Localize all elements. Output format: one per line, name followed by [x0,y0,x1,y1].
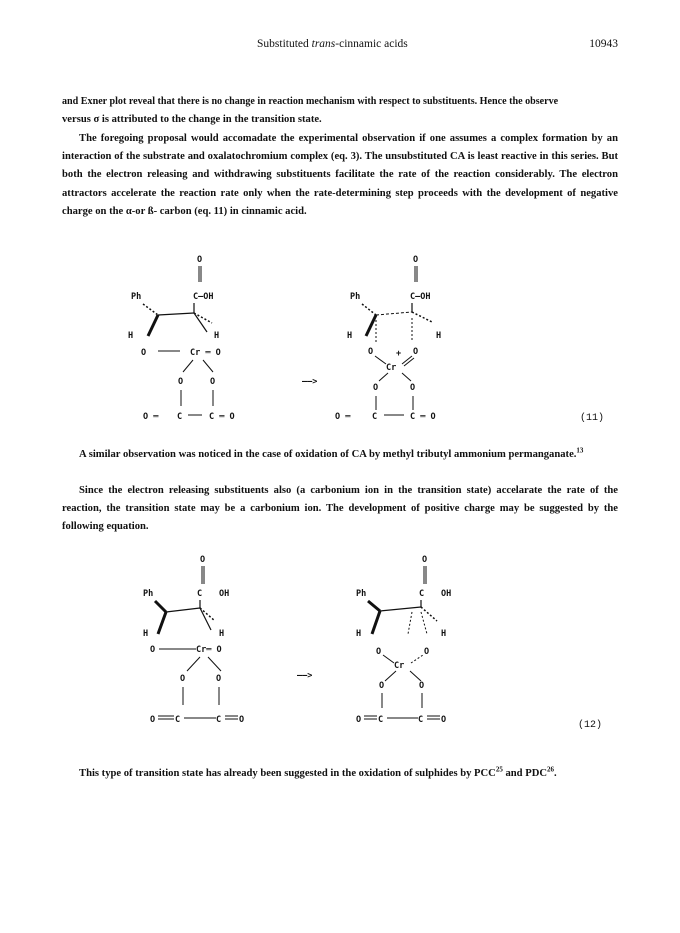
scheme-11-transition-state [335,255,441,422]
paragraph-1 [62,93,618,129]
atom-o: O [424,647,430,657]
running-title: Substituted trans-cinnamic acids [257,38,408,50]
atom-h: H [219,629,225,639]
atom-ph: Ph [131,292,142,302]
atom-o: O [180,674,186,684]
atom-cr-eq-o: Cr ═ O [190,348,221,358]
atom-oh: OH [219,589,230,599]
paragraph-2-text: The foregoing proposal would accomadate the experimental observation if one assumes a complex formation by an interaction of the substrate and oxalatochromium complex (eq. 3). The unsubstituted CA is least reactive in this series. But both the electron releasing and withdrawing substituents facilitate the rate of the reaction considerably. The electron attractors accelerate the reaction rate only when the rate-determining step proceeds with the development of negative charge on the α-or ß- carbon (eq. 11) in cinnamic acid. [62,133,618,217]
atom-h: H [356,629,362,639]
atom-h: H [436,331,442,341]
atom-o: O [200,555,206,565]
paragraph-3-text: A similar observation was noticed in the case of oxidation of CA by methyl tributyl ammonium permanganate.$^{13}$ [79,446,584,460]
atom-cr: Cr [394,661,405,671]
atom-o: O [210,377,216,387]
atom-c-oh: C—OH [193,292,214,302]
equation-label-11: (11) [580,413,605,424]
atom-c-eq-o: C ═ O [209,412,235,422]
atom-o: O [150,645,156,655]
atom-o: O [150,715,156,725]
atom-ph: Ph [356,589,367,599]
atom-o: O [422,555,428,565]
atom-h: H [347,331,353,341]
atom-c: C [419,589,425,599]
reference-13: 13 [576,446,584,455]
atom-c: C [418,715,424,725]
reference-25: 25 [495,765,503,774]
paragraph-5 [62,765,618,783]
atom-o: O [441,715,447,725]
atom-o: O [373,383,379,393]
atom-o: O [419,681,425,691]
atom-h: H [441,629,447,639]
charge-plus: + [396,349,402,359]
atom-cr: Cr [386,363,397,373]
atom-o: O [376,647,382,657]
paragraph-5-text: This type of transition state has already been suggested in the oxidation of sulphides by PCC$^{25}$ and PDC$^{26}$. [79,765,557,779]
atom-c: C [216,715,222,725]
atom-o: O [413,255,419,265]
atom-o: O [368,347,374,357]
atom-o-eq: O ═ [143,412,159,422]
paragraph-4-text: Since the electron releasing substituents also (a carbonium ion in the transition state) accelarate the rate of the reaction, the transition state may be a carbonium ion. The development of positive charge may be suggested by the following equation. [62,485,618,533]
reaction-scheme-12 [0,550,680,740]
reaction-arrow: ——> [297,671,313,681]
atom-cr-eq-o: Cr═ O [196,645,222,655]
atom-o: O [356,715,362,725]
reaction-arrow: ——> [302,377,318,387]
paragraph-3 [62,446,618,464]
atom-o: O [413,347,419,357]
atom-c: C [372,412,378,422]
atom-c: C [175,715,181,725]
scheme-11-reactant [128,255,235,422]
atom-o-eq: O ═ [335,412,351,422]
atom-o: O [178,377,184,387]
atom-o: O [216,674,222,684]
atom-o: O [379,681,385,691]
page-number: 10943 [589,38,618,50]
paragraph-1-line-1: and Exner plot reveal that there is no change in reaction mechanism with respect to substituents. Hence the observe [62,96,559,107]
scheme-12-transition-state [356,555,451,725]
atom-ph: Ph [350,292,361,302]
atom-ph: Ph [143,589,154,599]
atom-oh: OH [441,589,452,599]
atom-c: C [177,412,183,422]
atom-c: C [197,589,203,599]
paragraph-2 [62,130,618,221]
reaction-scheme-11 [0,250,680,430]
atom-o: O [141,348,147,358]
equation-label-12: (12) [578,720,603,731]
atom-o: O [197,255,203,265]
reference-26: 26 [547,765,554,774]
atom-h: H [214,331,220,341]
atom-o: O [239,715,245,725]
atom-h: H [143,629,149,639]
paragraph-1-line-2: versus σ is attributed to the change in the transition state. [62,114,322,126]
scheme-12-reactant [143,555,244,725]
atom-c: C [378,715,384,725]
atom-c-eq-o: C ═ O [410,412,436,422]
atom-o: O [410,383,416,393]
atom-h: H [128,331,134,341]
atom-c-oh: C—OH [410,292,431,302]
paragraph-4 [62,482,618,537]
